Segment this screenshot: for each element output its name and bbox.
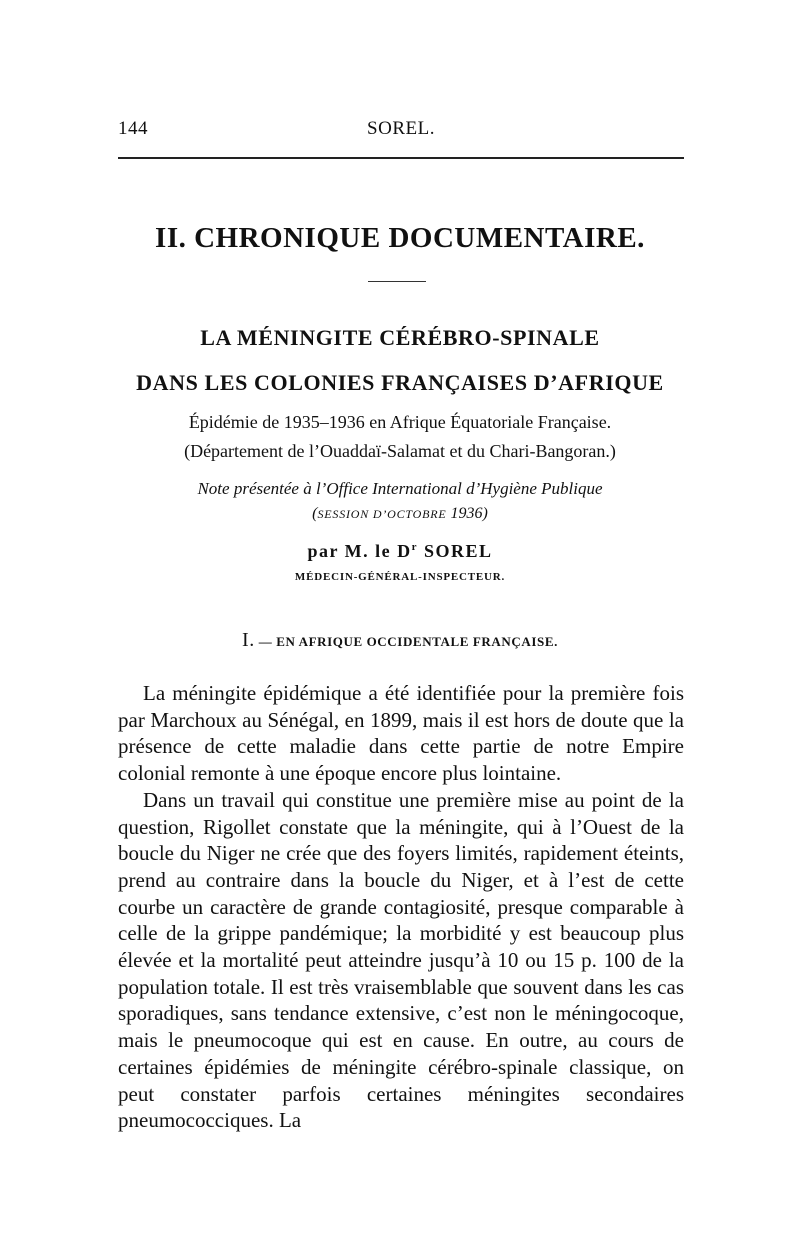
section-title: EN AFRIQUE OCCIDENTALE FRANÇAISE. xyxy=(276,634,558,649)
author-prefix: par M. le D xyxy=(307,541,412,561)
session-line xyxy=(100,505,700,523)
page-number: 144 xyxy=(118,118,148,139)
author-title-sup: r xyxy=(411,541,418,553)
article-subtitle-line2: (Département de l’Ouaddaï-Salamat et du Chari-Bangoran.) xyxy=(184,441,616,461)
body-paragraph: La méningite épidémique a été identifiée pour la première fois par Marchoux au Sénégal, en 1899, mais il est hors de doute que la présence de cette maladie dans cette partie de notre Empire colonial remonte à une époque encore plus lointaine. xyxy=(118,681,684,786)
running-header xyxy=(118,118,684,142)
header-rule xyxy=(118,157,684,159)
section-heading xyxy=(100,629,700,652)
article-title-line2: DANS LES COLONIES FRANÇAISES D’AFRIQUE xyxy=(136,370,664,395)
session-open-paren: ( xyxy=(312,505,318,522)
chapter-heading: II. CHRONIQUE DOCUMENTAIRE. xyxy=(155,222,645,254)
session-year: 1936 xyxy=(450,505,483,522)
section-number: I. xyxy=(242,629,255,651)
body-text xyxy=(118,680,684,1134)
presentation-note: Note présentée à l’Office International d’Hygiène Publique xyxy=(197,479,603,498)
separator-rule xyxy=(368,281,426,282)
running-title: SOREL. xyxy=(367,118,435,139)
session-label: SESSION D’OCTOBRE xyxy=(317,507,447,521)
author-name: SOREL xyxy=(418,541,493,561)
author-line xyxy=(100,541,700,562)
article-title-line1: LA MÉNINGITE CÉRÉBRO-SPINALE xyxy=(200,325,600,350)
article-subtitle-line1: Épidémie de 1935–1936 en Afrique Équatoriale Française. xyxy=(188,412,612,432)
author-role: MÉDECIN-GÉNÉRAL-INSPECTEUR. xyxy=(294,571,506,583)
body-paragraph: Dans un travail qui constitue une première mise au point de la question, Rigollet constate que la méningite, qui à l’Ouest de la boucle du Niger ne crée que des foyers limités, rapidement éteints, prend au contraire dans la boucle du Niger, et à l’est de cette courbe un caractère de grande contagiosité, presque comparable à celle de la grippe pandémique; la morbidité y est beaucoup plus élevée et la mortalité peut atteindre jusqu’à 10 ou 15 p. 100 de la population totale. Il est très vraisemblable que souvent dans les cas sporadiques, sans tendance extensive, c’est non le méningocoque, mais le pneumocoque qui est en cause. En outre, au cours de certaines épidémies de méningite cérébro-spinale classique, on peut constater parfois certaines méningites secondaires pneumococciques. La xyxy=(118,787,684,1133)
section-dash: — xyxy=(254,634,277,649)
session-close-paren: ) xyxy=(482,505,488,522)
